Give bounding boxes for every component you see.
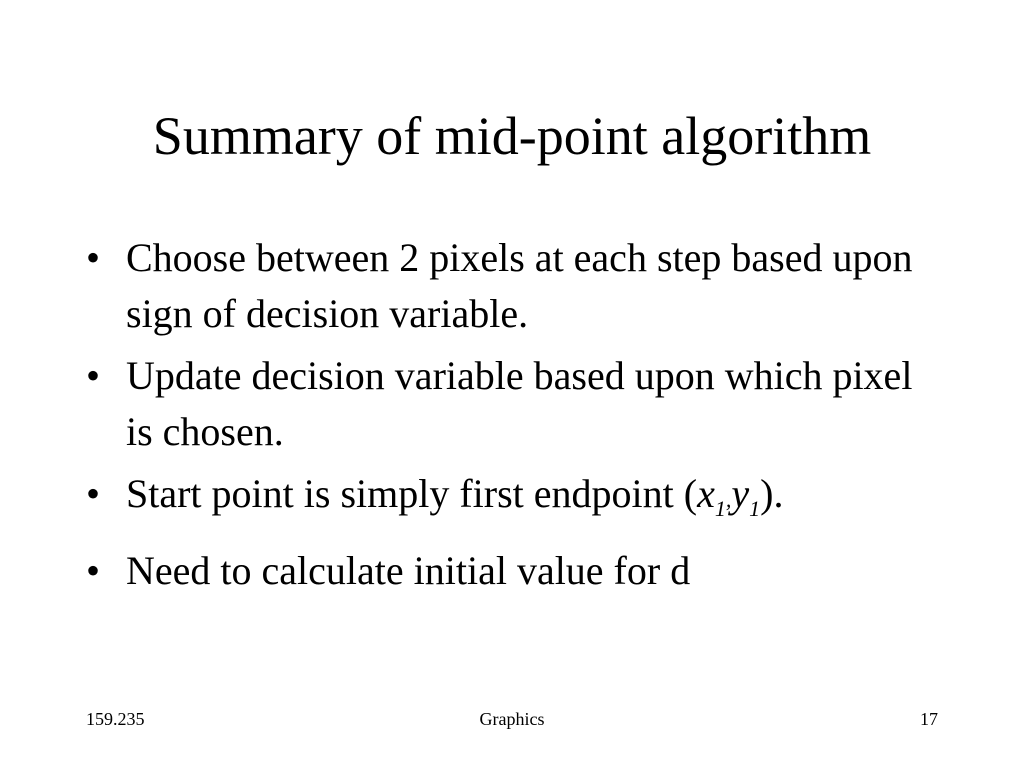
- math-variable-y: y: [731, 471, 750, 516]
- bullet-text: Need to calculate initial value for d: [126, 548, 691, 593]
- footer-page-number: 17: [920, 709, 938, 729]
- bullet-text: Update decision variable based upon which pixel is chosen.: [126, 353, 913, 454]
- bullet-text-before: Start point is simply first endpoint (: [126, 471, 698, 516]
- slide-title: Summary of mid-point algorithm: [152, 106, 872, 166]
- math-subscript-y: 1: [749, 496, 761, 521]
- math-subscript-x: 1: [714, 496, 726, 521]
- bullet-icon: •: [86, 548, 101, 593]
- bullet-list: [86, 230, 946, 605]
- bullet-item: [86, 230, 946, 342]
- bullet-text: Choose between 2 pixels at each step based upon sign of decision variable.: [126, 235, 913, 336]
- bullet-icon: •: [86, 353, 101, 398]
- bullet-icon: •: [86, 471, 101, 516]
- bullet-text-after: ).: [760, 471, 784, 516]
- footer-course-code: 159.235: [86, 709, 145, 729]
- bullet-item: [86, 543, 946, 599]
- math-variable-x: x: [697, 471, 715, 516]
- footer-subject: Graphics: [479, 709, 545, 729]
- bullet-item: [86, 466, 946, 537]
- bullet-icon: •: [86, 235, 101, 280]
- bullet-item: [86, 348, 946, 460]
- math-separator: ,: [725, 487, 732, 512]
